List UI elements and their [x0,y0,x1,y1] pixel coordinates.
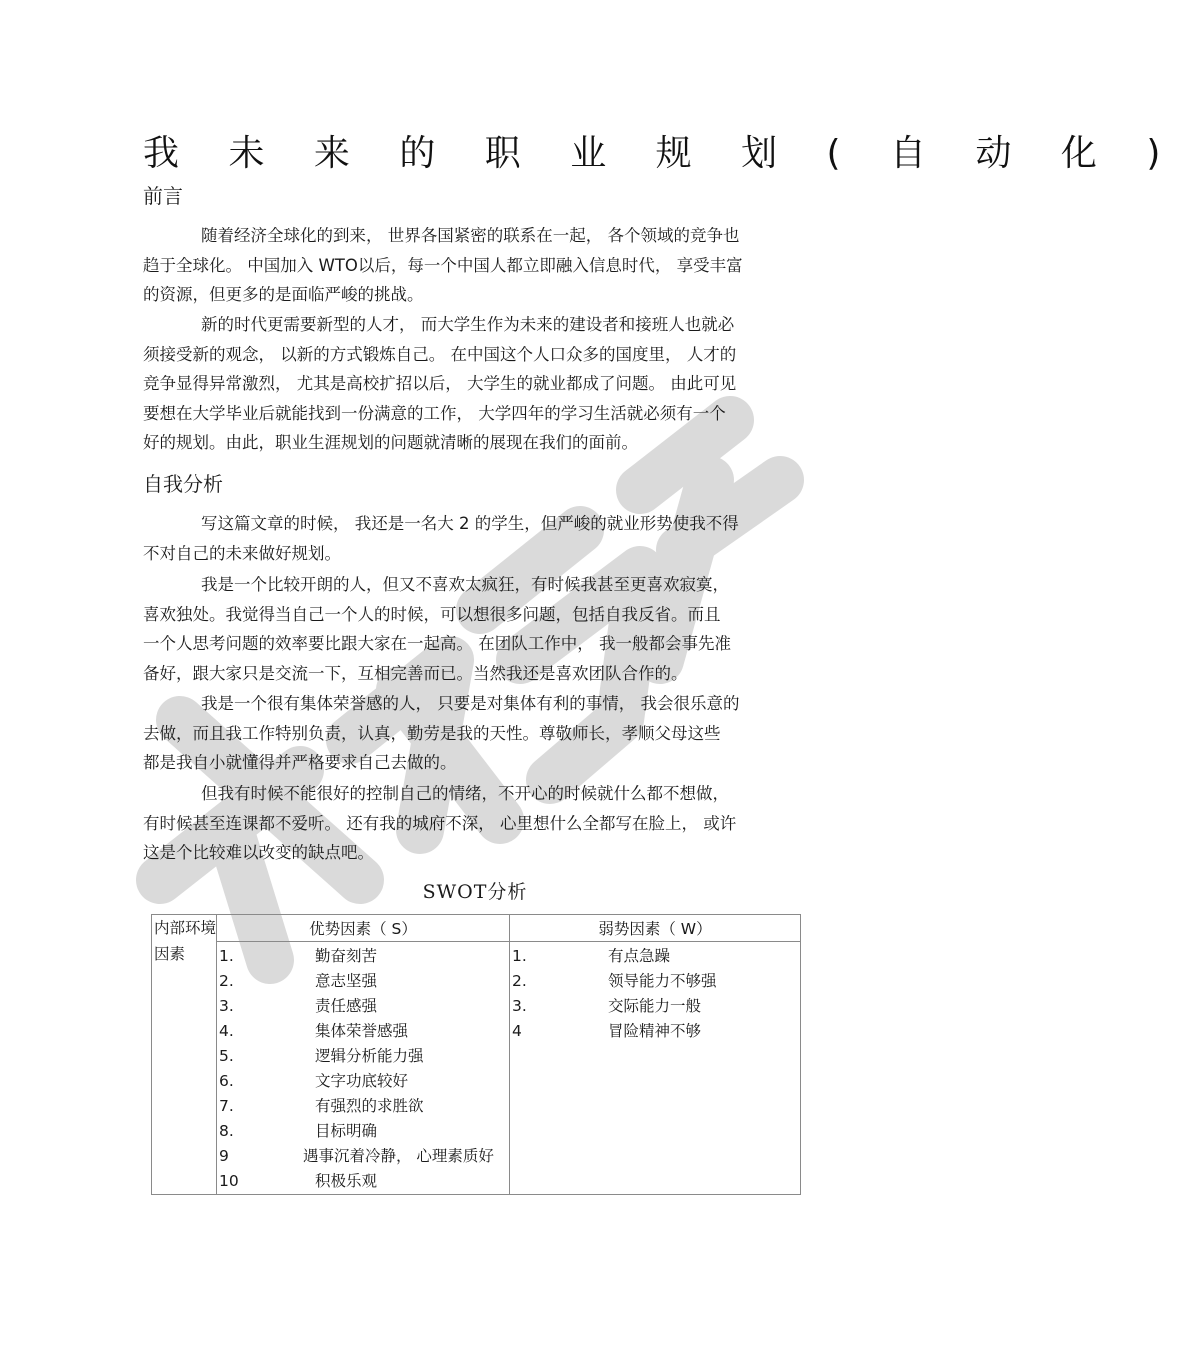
list-item [217,1144,509,1169]
text-line: 须接受新的观念， 以新的方式锻炼自己。 在中国这个人口众多的国度里， 人才的 [143,344,737,364]
item-text: 责任感强 [315,997,378,1015]
list-item [510,944,800,969]
item-text: 冒险精神不够 [608,1022,702,1040]
paragraph [143,779,808,868]
item-number: 1. [219,947,234,965]
item-number: 8. [219,1122,234,1140]
weaknesses-list [510,942,800,1044]
document-title: 我 未 来 的 职 业 规 划 ( 自 动 化 ) [143,133,1179,174]
text-line: 好的规划。由此，职业生涯规划的问题就清晰的展现在我们的面前。 [143,433,638,452]
swot-table [151,914,801,1195]
strengths-list [217,942,509,1194]
section-heading-preface: 前言 [143,184,183,208]
item-number: 2. [512,972,527,990]
item-text: 目标明确 [315,1122,378,1140]
item-text: 集体荣誉感强 [315,1022,409,1040]
item-text: 勤奋刻苦 [315,947,378,965]
text-line: 一个人思考问题的效率要比跟大家在一起高。 在团队工作中， 我一般都会事先准 [143,634,731,653]
item-text: 交际能力一般 [608,997,702,1015]
list-item [217,1094,509,1119]
item-number: 3. [219,997,234,1015]
weaknesses-header: 弱势因素（ W） [510,915,801,942]
item-text: 遇事沉着冷静， 心理素质好 [303,1147,494,1165]
text-line: 新的时代更需要新型的人才， 而大学生作为未来的建设者和接班人也就必 [201,315,735,334]
item-text: 文字功底较好 [315,1072,409,1090]
list-item [217,969,509,994]
paragraph [143,689,808,778]
text-line: 要想在大学毕业后就能找到一份满意的工作， 大学四年的学习生活就必须有一个 [143,403,726,423]
item-text: 有点急躁 [608,947,671,965]
list-item [217,1069,509,1094]
text-line: 有时候甚至连课都不爱听。 还有我的城府不深， 心里想什么全都写在脸上， 或许 [143,813,737,833]
item-number: 10 [219,1172,239,1190]
text-line: 我是一个比较开朗的人，但又不喜欢太疯狂，有时候我甚至更喜欢寂寞， [201,575,729,594]
item-number: 3. [512,997,527,1015]
item-number: 9 [219,1147,229,1165]
list-item [217,1119,509,1144]
text-line: 随着经济全球化的到来， 世界各国紧密的联系在一起， 各个领域的竞争也 [201,226,740,245]
item-text: 积极乐观 [315,1172,378,1190]
item-text: 有强烈的求胜欲 [315,1097,424,1115]
row-label: 内部环境因素 [152,915,217,1195]
list-item [510,969,800,994]
weaknesses-cell [510,942,801,1195]
item-number: 2. [219,972,234,990]
swot-title: SWOT分析 [422,881,528,903]
item-text: 领导能力不够强 [608,972,717,990]
text-line: 的资源，但更多的是面临严峻的挑战。 [143,285,424,304]
text-line: 都是我自小就懂得并严格要求自己去做的。 [143,753,457,772]
text-line: 去做，而且我工作特别负责，认真，勤劳是我的天性。尊敬师长，孝顺父母这些 [143,723,721,743]
list-item [217,1169,509,1194]
paragraph [143,570,808,688]
list-item [510,994,800,1019]
paragraph [143,509,808,568]
item-text: 意志坚强 [315,972,378,990]
list-item [217,944,509,969]
item-text: 逻辑分析能力强 [315,1047,424,1065]
text-line: 我是一个很有集体荣誉感的人， 只要是对集体有利的事情， 我会很乐意的 [201,694,740,713]
item-number: 4 [512,1022,522,1040]
paragraph [143,310,808,458]
list-item [217,994,509,1019]
text-line: 写这篇文章的时候， 我还是一名大 2 的学生，但严峻的就业形势使我不得 [201,514,739,533]
list-item [217,1044,509,1069]
text-line: 不对自己的未来做好规划。 [143,543,341,563]
text-line: 备好，跟大家只是交流一下，互相完善而已。当然我还是喜欢团队合作的。 [143,663,688,683]
item-number: 4. [219,1022,234,1040]
item-number: 1. [512,947,527,965]
section-heading-self-analysis: 自我分析 [143,472,223,496]
text-line: 这是个比较难以改变的缺点吧。 [143,843,374,862]
text-line: 趋于全球化。 中国加入 WTO以后，每一个中国人都立即融入信息时代， 享受丰富 [143,255,743,275]
paragraph [143,221,808,310]
item-number: 7. [219,1097,234,1115]
list-item [510,1019,800,1044]
item-number: 5. [219,1047,234,1065]
list-item [217,1019,509,1044]
item-number: 6. [219,1072,234,1090]
text-line: 喜欢独处。我觉得当自己一个人的时候，可以想很多问题，包括自我反省。而且 [143,604,721,624]
text-line: 但我有时候不能很好的控制自己的情绪，不开心的时候就什么都不想做， [201,784,729,803]
strengths-cell [217,942,510,1195]
text-line: 竞争显得异常激烈， 尤其是高校扩招以后， 大学生的就业都成了问题。 由此可见 [143,374,737,393]
strengths-header: 优势因素（ S） [217,915,510,942]
